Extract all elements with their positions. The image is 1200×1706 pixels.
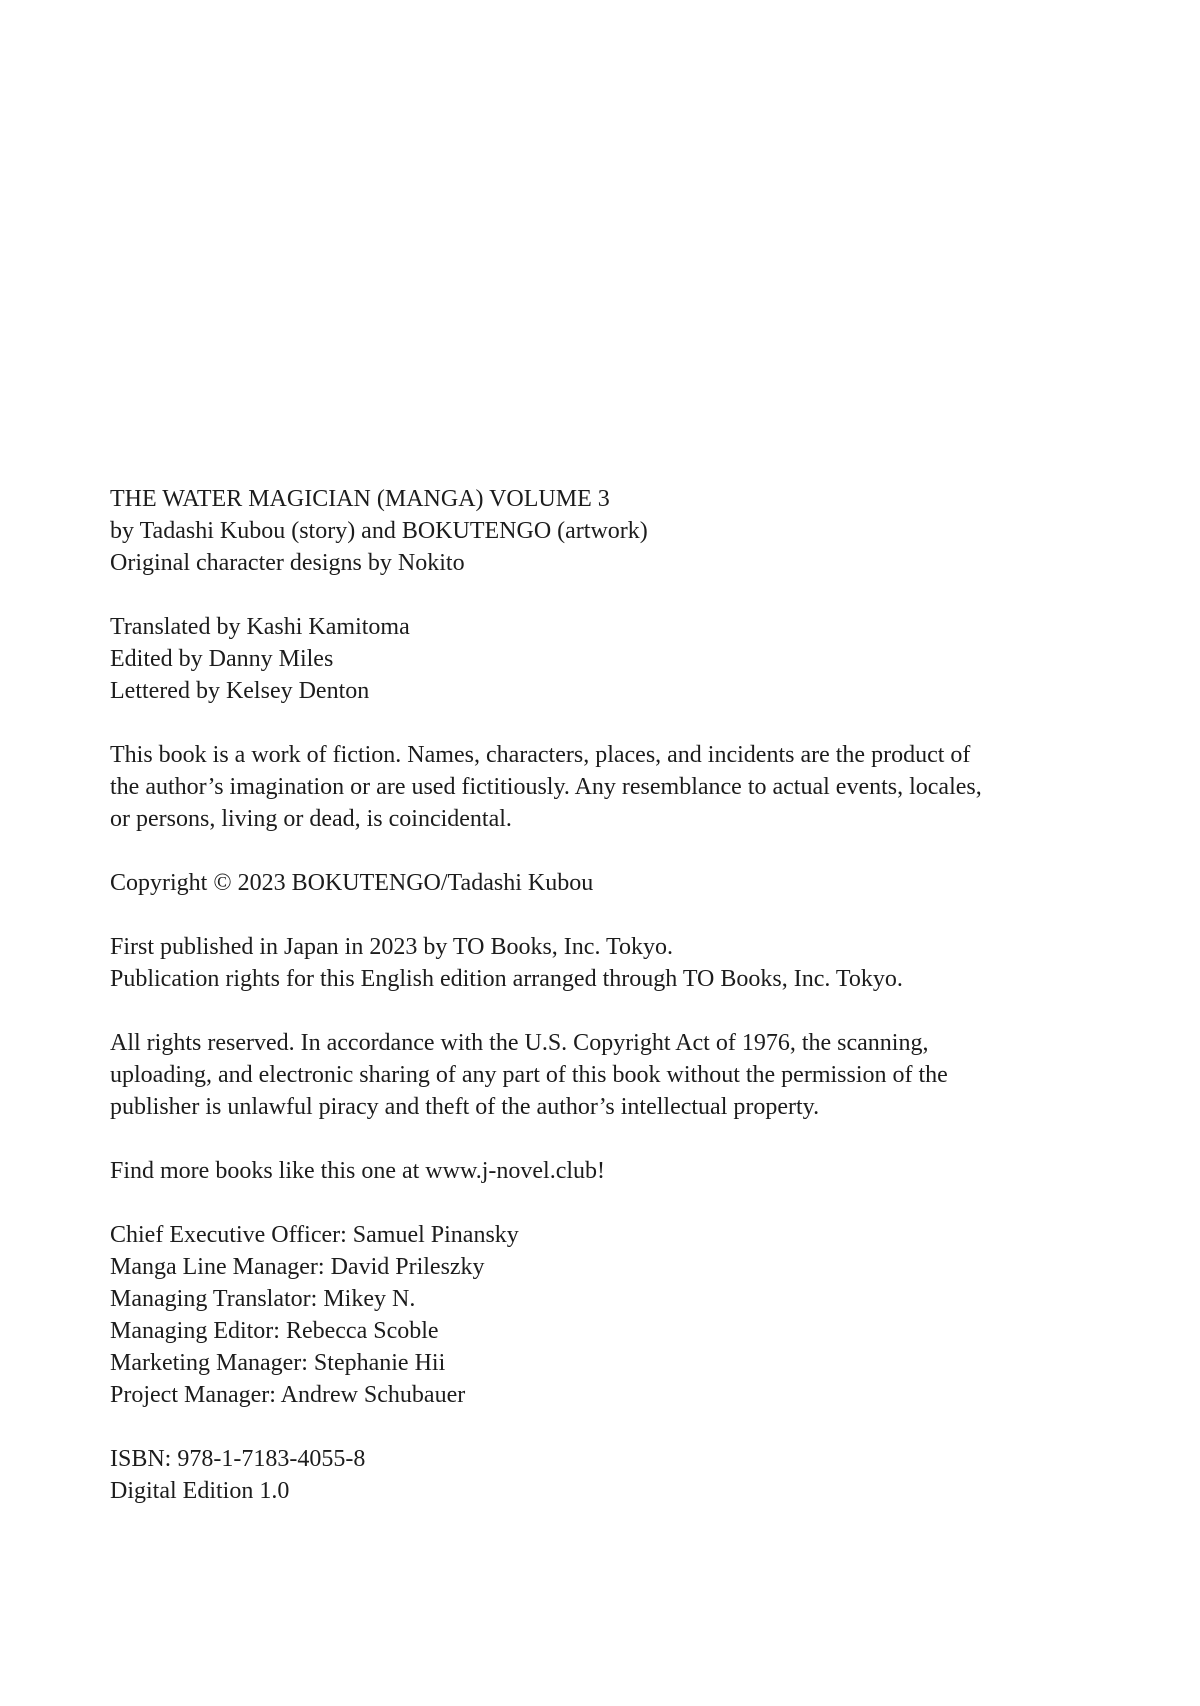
rights-line: uploading, and electronic sharing of any part of this book without the permission of the — [110, 1062, 948, 1088]
editor-credit: Edited by Danny Miles — [110, 646, 334, 672]
publication-block — [110, 931, 1150, 995]
find-more-block — [110, 1155, 1150, 1187]
isbn-line: ISBN: 978-1-7183-4055-8 — [110, 1446, 366, 1472]
first-published-line: First published in Japan in 2023 by TO Books, Inc. Tokyo. — [110, 934, 673, 960]
disclaimer-line: or persons, living or dead, is coincidental. — [110, 806, 512, 832]
translator-credit: Translated by Kashi Kamitoma — [110, 614, 410, 640]
staff-project-manager: Project Manager: Andrew Schubauer — [110, 1382, 466, 1408]
rights-line: All rights reserved. In accordance with the U.S. Copyright Act of 1976, the scanning, — [110, 1030, 929, 1056]
find-more-line: Find more books like this one at www.j-novel.club! — [110, 1158, 606, 1184]
title-block — [110, 483, 1150, 579]
character-designs-credit: Original character designs by Nokito — [110, 550, 465, 576]
digital-edition-line: Digital Edition 1.0 — [110, 1478, 290, 1504]
rights-line: publisher is unlawful piracy and theft of the author’s intellectual property. — [110, 1094, 820, 1120]
disclaimer-line: the author’s imagination or are used fictitiously. Any resemblance to actual events, locales, — [110, 774, 982, 800]
edition-block — [110, 1443, 1150, 1507]
letterer-credit: Lettered by Kelsey Denton — [110, 678, 370, 704]
staff-managing-editor: Managing Editor: Rebecca Scoble — [110, 1318, 439, 1344]
rights-notice-block — [110, 1027, 1150, 1123]
staff-managing-translator: Managing Translator: Mikey N. — [110, 1286, 416, 1312]
staff-marketing-manager: Marketing Manager: Stephanie Hii — [110, 1350, 446, 1376]
copyright-page — [110, 483, 1150, 1507]
disclaimer-line: This book is a work of fiction. Names, characters, places, and incidents are the product of — [110, 742, 971, 768]
copyright-line: Copyright © 2023 BOKUTENGO/Tadashi Kubou — [110, 870, 594, 896]
copyright-notice — [110, 867, 1150, 899]
book-title: THE WATER MAGICIAN (MANGA) VOLUME 3 — [110, 486, 610, 512]
staff-ceo: Chief Executive Officer: Samuel Pinansky — [110, 1222, 519, 1248]
fiction-disclaimer — [110, 739, 1150, 835]
byline: by Tadashi Kubou (story) and BOKUTENGO (artwork) — [110, 518, 648, 544]
staff-block — [110, 1219, 1150, 1411]
production-credits-block — [110, 611, 1150, 707]
publication-rights-line: Publication rights for this English edition arranged through TO Books, Inc. Tokyo. — [110, 966, 903, 992]
staff-manga-line-manager: Manga Line Manager: David Prileszky — [110, 1254, 485, 1280]
